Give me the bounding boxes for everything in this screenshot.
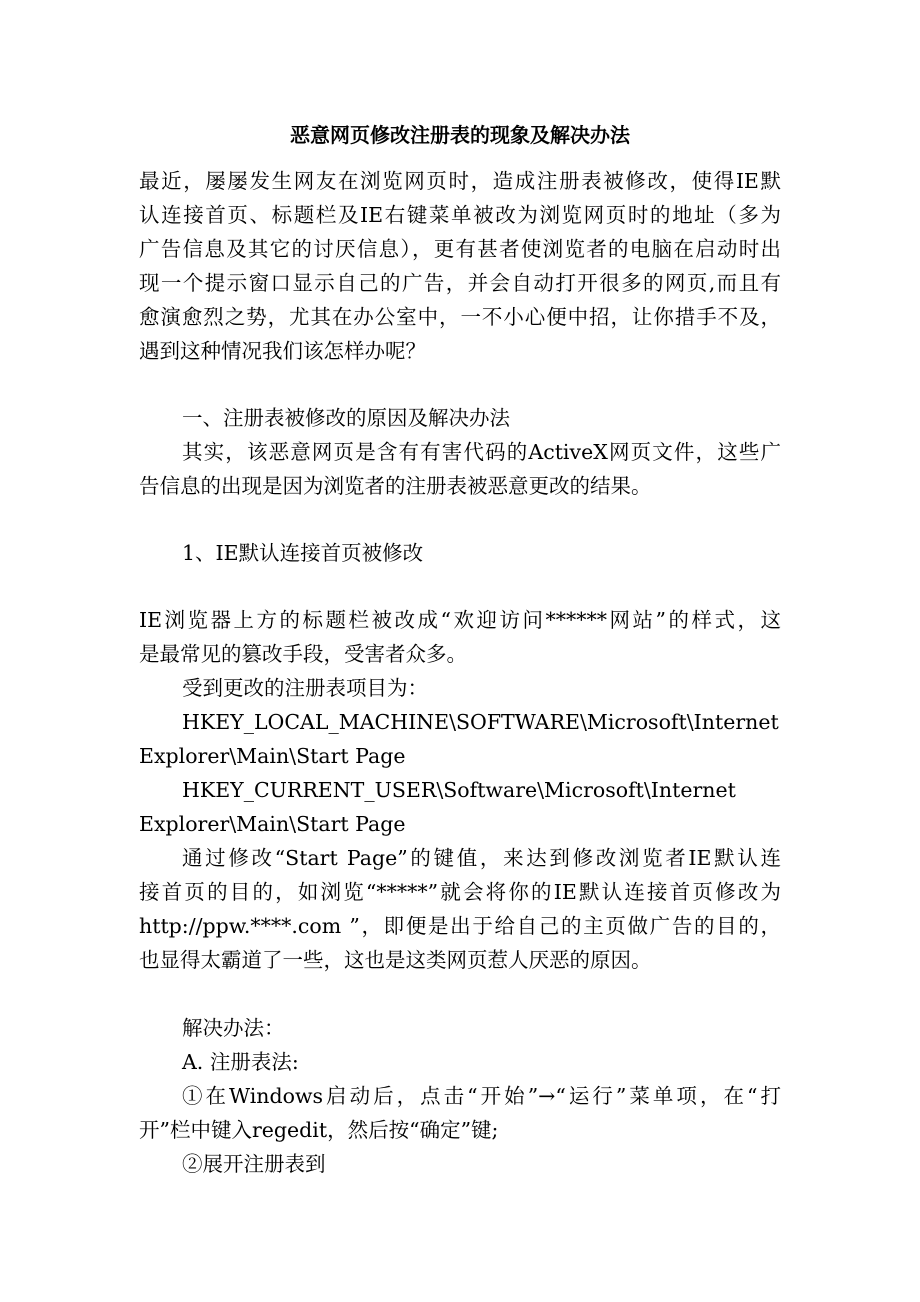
explain-line-3: http://ppw.****.com ”，即便是出于给自己的主页做广告的目的，	[139, 914, 781, 938]
registry-key-1b: Explorer\Main\Start Page	[139, 744, 406, 768]
intro-line-6: 遇到这种情况我们该怎样办呢？	[139, 339, 426, 363]
subsection-heading-1: 1、IE默认连接首页被修改	[182, 541, 424, 565]
intro-line-4: 现一个提示窗口显示自己的广告，并会自动打开很多的网页,而且有	[139, 271, 781, 295]
registry-key-2a: HKEY_CURRENT_USER\Software\Microsoft\Internet	[182, 778, 736, 802]
intro-line-1: 最近，屡屡发生网友在浏览网页时，造成注册表被修改，使得IE默	[139, 169, 781, 193]
explain-line-4: 也显得太霸道了一些，这也是这类网页惹人厌恶的原因。	[139, 948, 652, 972]
registry-key-2b: Explorer\Main\Start Page	[139, 812, 406, 836]
section1-line-1: 其实，该恶意网页是含有有害代码的ActiveX网页文件，这些广	[182, 440, 781, 464]
step1-line-1: ①在Windows启动后，点击“开始”→“运行”菜单项，在“打	[182, 1084, 781, 1108]
step1-line-2: 开”栏中键入regedit，然后按“确定”键;	[139, 1118, 499, 1142]
explain-line-1: 通过修改“Start Page”的键值，来达到修改浏览者IE默认连	[182, 846, 781, 870]
section-heading-1: 一、注册表被修改的原因及解决办法	[182, 406, 510, 430]
sub1-line-1: IE浏览器上方的标题栏被改成“欢迎访问******网站”的样式，这	[139, 608, 781, 632]
step2-line: ②展开注册表到	[182, 1152, 326, 1176]
method-a-heading: A. 注册表法:	[182, 1050, 299, 1074]
document-title: 恶意网页修改注册表的现象及解决办法	[290, 123, 630, 147]
registry-key-1a: HKEY_LOCAL_MACHINE\SOFTWARE\Microsoft\Internet	[182, 710, 779, 734]
intro-line-2: 认连接首页、标题栏及IE右键菜单被改为浏览网页时的地址（多为	[139, 203, 781, 227]
sub1-line-2: 是最常见的篡改手段，受害者众多。	[139, 642, 467, 666]
intro-line-5: 愈演愈烈之势，尤其在办公室中，一不小心便中招，让你措手不及，	[139, 305, 781, 329]
solution-heading: 解决办法：	[182, 1016, 285, 1040]
intro-line-3: 广告信息及其它的讨厌信息），更有甚者使浏览者的电脑在启动时出	[139, 237, 781, 261]
section1-line-2: 告信息的出现是因为浏览者的注册表被恶意更改的结果。	[139, 474, 652, 498]
explain-line-2: 接首页的目的，如浏览“*****”就会将你的IE默认连接首页修改为	[139, 880, 781, 904]
registry-intro: 受到更改的注册表项目为：	[182, 676, 428, 700]
